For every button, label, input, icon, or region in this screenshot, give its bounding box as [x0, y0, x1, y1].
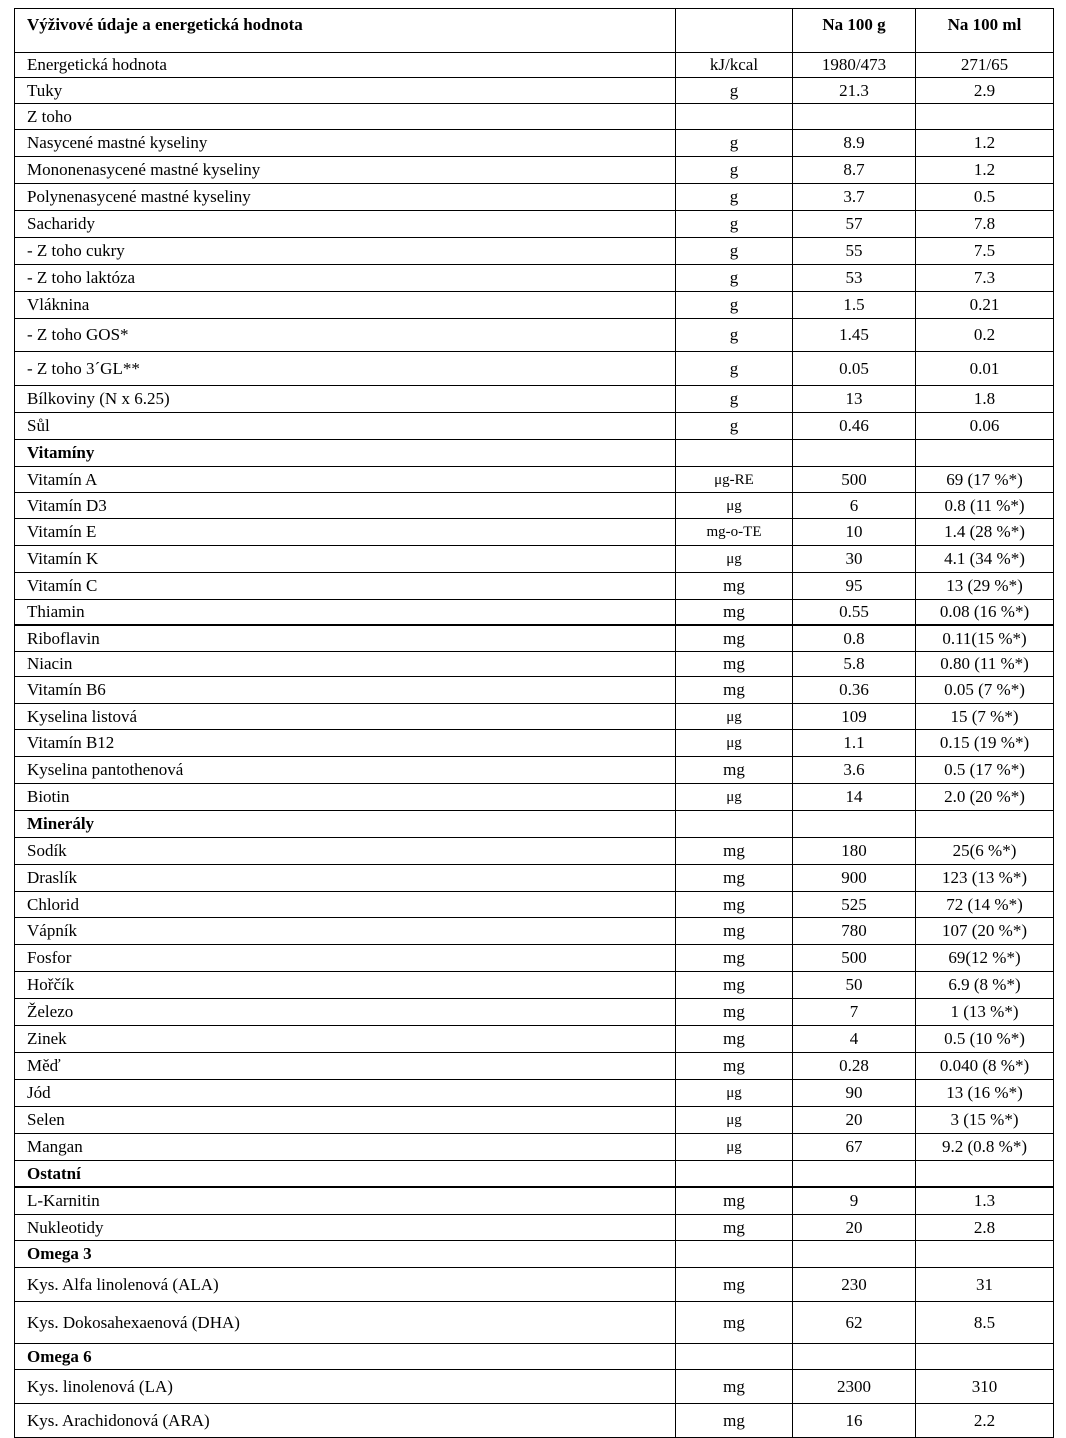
value-per-100ml: 310: [916, 1370, 1054, 1404]
nutrient-name: Selen: [15, 1107, 676, 1134]
table-row: [15, 519, 1054, 546]
unit-cell: [676, 1241, 793, 1268]
value-per-100g: 0.8: [793, 625, 916, 652]
value-per-100ml: 0.80 (11 %*): [916, 652, 1054, 677]
value-per-100ml: 1.8: [916, 386, 1054, 413]
value-per-100ml: 69 (17 %*): [916, 467, 1054, 493]
value-per-100ml: [916, 1241, 1054, 1268]
value-per-100ml: 13 (16 %*): [916, 1080, 1054, 1107]
table-row: [15, 1404, 1054, 1438]
nutrient-name: Vitamín D3: [15, 493, 676, 519]
value-per-100g: 1980/473: [793, 53, 916, 78]
value-per-100ml: 0.05 (7 %*): [916, 677, 1054, 704]
value-per-100ml: 2.9: [916, 78, 1054, 104]
value-per-100ml: 15 (7 %*): [916, 704, 1054, 730]
section-header-row: [15, 1344, 1054, 1370]
value-per-100ml: 8.5: [916, 1302, 1054, 1344]
nutrient-name: - Z toho cukry: [15, 238, 676, 265]
value-per-100g: 95: [793, 573, 916, 600]
value-per-100g: 53: [793, 265, 916, 292]
unit-cell: g: [676, 238, 793, 265]
unit-cell: mg: [676, 1268, 793, 1302]
value-per-100g: [793, 104, 916, 130]
value-per-100g: 8.7: [793, 157, 916, 184]
unit-cell: mg: [676, 865, 793, 892]
table-row: [15, 1302, 1054, 1344]
nutrient-name: Hořčík: [15, 972, 676, 999]
section-header-row: [15, 811, 1054, 838]
value-per-100ml: 3 (15 %*): [916, 1107, 1054, 1134]
unit-cell: mg: [676, 1187, 793, 1215]
value-per-100ml: 69(12 %*): [916, 945, 1054, 972]
nutrient-name: Sacharidy: [15, 211, 676, 238]
table-header-row: [15, 9, 1054, 53]
value-per-100g: 67: [793, 1134, 916, 1161]
value-per-100ml: [916, 1344, 1054, 1370]
unit-cell: mg: [676, 652, 793, 677]
unit-cell: μg: [676, 1107, 793, 1134]
value-per-100ml: 107 (20 %*): [916, 918, 1054, 945]
unit-cell: mg: [676, 625, 793, 652]
nutrient-name: Kys. Alfa linolenová (ALA): [15, 1268, 676, 1302]
unit-cell: mg: [676, 1026, 793, 1053]
unit-cell: [676, 104, 793, 130]
nutrient-name: Vitamín B6: [15, 677, 676, 704]
table-row: [15, 1268, 1054, 1302]
value-per-100ml: 72 (14 %*): [916, 892, 1054, 918]
nutrient-name: Kys. Arachidonová (ARA): [15, 1404, 676, 1438]
value-per-100g: 6: [793, 493, 916, 519]
value-per-100ml: 2.8: [916, 1215, 1054, 1241]
table-row: [15, 184, 1054, 211]
table-row: [15, 238, 1054, 265]
value-per-100ml: 0.5: [916, 184, 1054, 211]
table-row: [15, 838, 1054, 865]
unit-cell: mg: [676, 892, 793, 918]
unit-cell: μg: [676, 546, 793, 573]
value-per-100ml: [916, 1161, 1054, 1188]
value-per-100g: 0.05: [793, 352, 916, 386]
nutrient-name: Omega 6: [15, 1344, 676, 1370]
unit-cell: g: [676, 413, 793, 440]
unit-cell: mg: [676, 838, 793, 865]
value-per-100g: [793, 811, 916, 838]
value-per-100g: [793, 1241, 916, 1268]
table-row: [15, 130, 1054, 157]
value-per-100g: 30: [793, 546, 916, 573]
table-row: [15, 1053, 1054, 1080]
unit-cell: μg: [676, 730, 793, 757]
value-per-100ml: 0.5 (17 %*): [916, 757, 1054, 784]
unit-cell: mg: [676, 757, 793, 784]
value-per-100ml: 7.3: [916, 265, 1054, 292]
nutrient-name: Mononenasycené mastné kyseliny: [15, 157, 676, 184]
nutrient-name: Měď: [15, 1053, 676, 1080]
unit-cell: g: [676, 319, 793, 352]
value-per-100g: 10: [793, 519, 916, 546]
nutrient-name: Draslík: [15, 865, 676, 892]
value-per-100ml: 4.1 (34 %*): [916, 546, 1054, 573]
value-per-100g: 525: [793, 892, 916, 918]
nutrient-name: Kys. Dokosahexaenová (DHA): [15, 1302, 676, 1344]
value-per-100g: 500: [793, 467, 916, 493]
value-per-100ml: 1.3: [916, 1187, 1054, 1215]
value-per-100ml: 0.21: [916, 292, 1054, 319]
value-per-100ml: 1.4 (28 %*): [916, 519, 1054, 546]
nutrient-name: Omega 3: [15, 1241, 676, 1268]
value-per-100ml: [916, 811, 1054, 838]
value-per-100g: 1.5: [793, 292, 916, 319]
value-per-100g: 5.8: [793, 652, 916, 677]
value-per-100ml: 2.0 (20 %*): [916, 784, 1054, 811]
nutrient-name: Mangan: [15, 1134, 676, 1161]
value-per-100g: 7: [793, 999, 916, 1026]
header-per-100ml: Na 100 ml: [916, 9, 1054, 53]
table-row: [15, 652, 1054, 677]
value-per-100g: 3.7: [793, 184, 916, 211]
nutrition-table: [14, 8, 1054, 1438]
table-row: [15, 546, 1054, 573]
table-row: [15, 1370, 1054, 1404]
value-per-100g: 20: [793, 1215, 916, 1241]
value-per-100g: 13: [793, 386, 916, 413]
value-per-100g: 0.55: [793, 600, 916, 626]
unit-cell: g: [676, 352, 793, 386]
unit-cell: μg: [676, 704, 793, 730]
value-per-100g: 4: [793, 1026, 916, 1053]
unit-cell: mg: [676, 600, 793, 626]
nutrient-name: Jód: [15, 1080, 676, 1107]
table-row: [15, 292, 1054, 319]
value-per-100g: 2300: [793, 1370, 916, 1404]
unit-cell: μg: [676, 493, 793, 519]
nutrient-name: Kyselina listová: [15, 704, 676, 730]
value-per-100ml: 0.01: [916, 352, 1054, 386]
unit-cell: [676, 1344, 793, 1370]
value-per-100g: 1.1: [793, 730, 916, 757]
unit-cell: mg: [676, 1215, 793, 1241]
nutrient-name: L-Karnitin: [15, 1187, 676, 1215]
table-row: [15, 1107, 1054, 1134]
section-header-row: [15, 440, 1054, 467]
unit-cell: mg: [676, 945, 793, 972]
value-per-100ml: 7.5: [916, 238, 1054, 265]
nutrient-name: Z toho: [15, 104, 676, 130]
value-per-100ml: 1.2: [916, 157, 1054, 184]
table-row: [15, 704, 1054, 730]
nutrient-name: Nukleotidy: [15, 1215, 676, 1241]
table-row: [15, 467, 1054, 493]
nutrient-name: Kyselina pantothenová: [15, 757, 676, 784]
nutrient-name: Sůl: [15, 413, 676, 440]
nutrient-name: Vitamín K: [15, 546, 676, 573]
value-per-100ml: 123 (13 %*): [916, 865, 1054, 892]
table-row: [15, 730, 1054, 757]
table-row: [15, 972, 1054, 999]
value-per-100ml: 13 (29 %*): [916, 573, 1054, 600]
nutrient-name: Kys. linolenová (LA): [15, 1370, 676, 1404]
unit-cell: mg: [676, 999, 793, 1026]
unit-cell: mg: [676, 1302, 793, 1344]
value-per-100ml: 0.8 (11 %*): [916, 493, 1054, 519]
nutrient-name: Sodík: [15, 838, 676, 865]
unit-cell: g: [676, 265, 793, 292]
unit-cell: g: [676, 386, 793, 413]
table-body: [15, 9, 1054, 1438]
value-per-100ml: [916, 440, 1054, 467]
unit-cell: g: [676, 78, 793, 104]
header-per-100g: Na 100 g: [793, 9, 916, 53]
value-per-100ml: 0.11(15 %*): [916, 625, 1054, 652]
value-per-100ml: 31: [916, 1268, 1054, 1302]
table-row: [15, 600, 1054, 626]
table-row: [15, 1080, 1054, 1107]
unit-cell: [676, 440, 793, 467]
table-row: [15, 157, 1054, 184]
table-row: [15, 1026, 1054, 1053]
value-per-100g: 9: [793, 1187, 916, 1215]
table-row: [15, 104, 1054, 130]
value-per-100g: 90: [793, 1080, 916, 1107]
value-per-100g: 500: [793, 945, 916, 972]
table-row: [15, 625, 1054, 652]
nutrient-name: Polynenasycené mastné kyseliny: [15, 184, 676, 211]
value-per-100g: 57: [793, 211, 916, 238]
unit-cell: g: [676, 157, 793, 184]
nutrient-name: Vláknina: [15, 292, 676, 319]
table-row: [15, 319, 1054, 352]
nutrient-name: - Z toho laktóza: [15, 265, 676, 292]
section-header-row: [15, 1241, 1054, 1268]
value-per-100g: 0.46: [793, 413, 916, 440]
table-row: [15, 918, 1054, 945]
nutrient-name: Chlorid: [15, 892, 676, 918]
nutrient-name: Zinek: [15, 1026, 676, 1053]
unit-cell: g: [676, 184, 793, 211]
value-per-100g: 780: [793, 918, 916, 945]
nutrient-name: Thiamin: [15, 600, 676, 626]
unit-cell: mg: [676, 677, 793, 704]
unit-cell: μg: [676, 784, 793, 811]
header-unit: [676, 9, 793, 53]
unit-cell: [676, 1161, 793, 1188]
table-row: [15, 757, 1054, 784]
value-per-100ml: 271/65: [916, 53, 1054, 78]
unit-cell: kJ/kcal: [676, 53, 793, 78]
table-row: [15, 211, 1054, 238]
unit-cell: mg-o-TE: [676, 519, 793, 546]
header-title: Výživové údaje a energetická hodnota: [15, 9, 676, 53]
value-per-100ml: 2.2: [916, 1404, 1054, 1438]
nutrient-name: - Z toho 3´GL**: [15, 352, 676, 386]
table-row: [15, 1187, 1054, 1215]
nutrient-name: Vápník: [15, 918, 676, 945]
nutrient-name: Ostatní: [15, 1161, 676, 1188]
nutrient-name: Vitamín A: [15, 467, 676, 493]
nutrient-name: Riboflavin: [15, 625, 676, 652]
table-row: [15, 265, 1054, 292]
nutrient-name: - Z toho GOS*: [15, 319, 676, 352]
nutrient-name: Vitamín E: [15, 519, 676, 546]
value-per-100ml: 0.2: [916, 319, 1054, 352]
value-per-100ml: 7.8: [916, 211, 1054, 238]
unit-cell: μg: [676, 1134, 793, 1161]
table-row: [15, 53, 1054, 78]
nutrient-name: Biotin: [15, 784, 676, 811]
table-row: [15, 945, 1054, 972]
table-row: [15, 352, 1054, 386]
value-per-100ml: 9.2 (0.8 %*): [916, 1134, 1054, 1161]
table-row: [15, 999, 1054, 1026]
unit-cell: mg: [676, 972, 793, 999]
value-per-100g: 3.6: [793, 757, 916, 784]
nutrient-name: Niacin: [15, 652, 676, 677]
value-per-100g: 0.28: [793, 1053, 916, 1080]
value-per-100g: 50: [793, 972, 916, 999]
value-per-100g: 180: [793, 838, 916, 865]
unit-cell: g: [676, 292, 793, 319]
value-per-100g: 1.45: [793, 319, 916, 352]
section-header-row: [15, 1161, 1054, 1188]
table-row: [15, 1215, 1054, 1241]
unit-cell: mg: [676, 1053, 793, 1080]
table-row: [15, 573, 1054, 600]
value-per-100g: [793, 440, 916, 467]
value-per-100g: 230: [793, 1268, 916, 1302]
nutrient-name: Fosfor: [15, 945, 676, 972]
value-per-100g: 900: [793, 865, 916, 892]
unit-cell: g: [676, 211, 793, 238]
value-per-100g: [793, 1161, 916, 1188]
nutrient-name: Bílkoviny (N x 6.25): [15, 386, 676, 413]
unit-cell: mg: [676, 1404, 793, 1438]
value-per-100g: 0.36: [793, 677, 916, 704]
table-row: [15, 386, 1054, 413]
nutrient-name: Vitamín B12: [15, 730, 676, 757]
table-row: [15, 892, 1054, 918]
value-per-100g: 55: [793, 238, 916, 265]
value-per-100ml: 1 (13 %*): [916, 999, 1054, 1026]
value-per-100g: 21.3: [793, 78, 916, 104]
unit-cell: g: [676, 130, 793, 157]
nutrient-name: Energetická hodnota: [15, 53, 676, 78]
unit-cell: mg: [676, 573, 793, 600]
value-per-100g: 16: [793, 1404, 916, 1438]
table-row: [15, 493, 1054, 519]
value-per-100g: 62: [793, 1302, 916, 1344]
nutrient-name: Železo: [15, 999, 676, 1026]
value-per-100ml: 0.15 (19 %*): [916, 730, 1054, 757]
table-row: [15, 78, 1054, 104]
unit-cell: mg: [676, 1370, 793, 1404]
value-per-100ml: 1.2: [916, 130, 1054, 157]
unit-cell: [676, 811, 793, 838]
value-per-100ml: 0.040 (8 %*): [916, 1053, 1054, 1080]
table-row: [15, 413, 1054, 440]
value-per-100g: 8.9: [793, 130, 916, 157]
unit-cell: μg-RE: [676, 467, 793, 493]
value-per-100g: 14: [793, 784, 916, 811]
value-per-100ml: 0.06: [916, 413, 1054, 440]
table-row: [15, 1134, 1054, 1161]
table-row: [15, 865, 1054, 892]
nutrient-name: Minerály: [15, 811, 676, 838]
table-row: [15, 677, 1054, 704]
unit-cell: mg: [676, 918, 793, 945]
value-per-100g: [793, 1344, 916, 1370]
value-per-100g: 20: [793, 1107, 916, 1134]
nutrient-name: Tuky: [15, 78, 676, 104]
value-per-100g: 109: [793, 704, 916, 730]
nutrient-name: Vitamín C: [15, 573, 676, 600]
value-per-100ml: 0.5 (10 %*): [916, 1026, 1054, 1053]
value-per-100ml: 0.08 (16 %*): [916, 600, 1054, 626]
table-row: [15, 784, 1054, 811]
unit-cell: μg: [676, 1080, 793, 1107]
nutrient-name: Vitamíny: [15, 440, 676, 467]
value-per-100ml: 25(6 %*): [916, 838, 1054, 865]
nutrient-name: Nasycené mastné kyseliny: [15, 130, 676, 157]
value-per-100ml: [916, 104, 1054, 130]
value-per-100ml: 6.9 (8 %*): [916, 972, 1054, 999]
